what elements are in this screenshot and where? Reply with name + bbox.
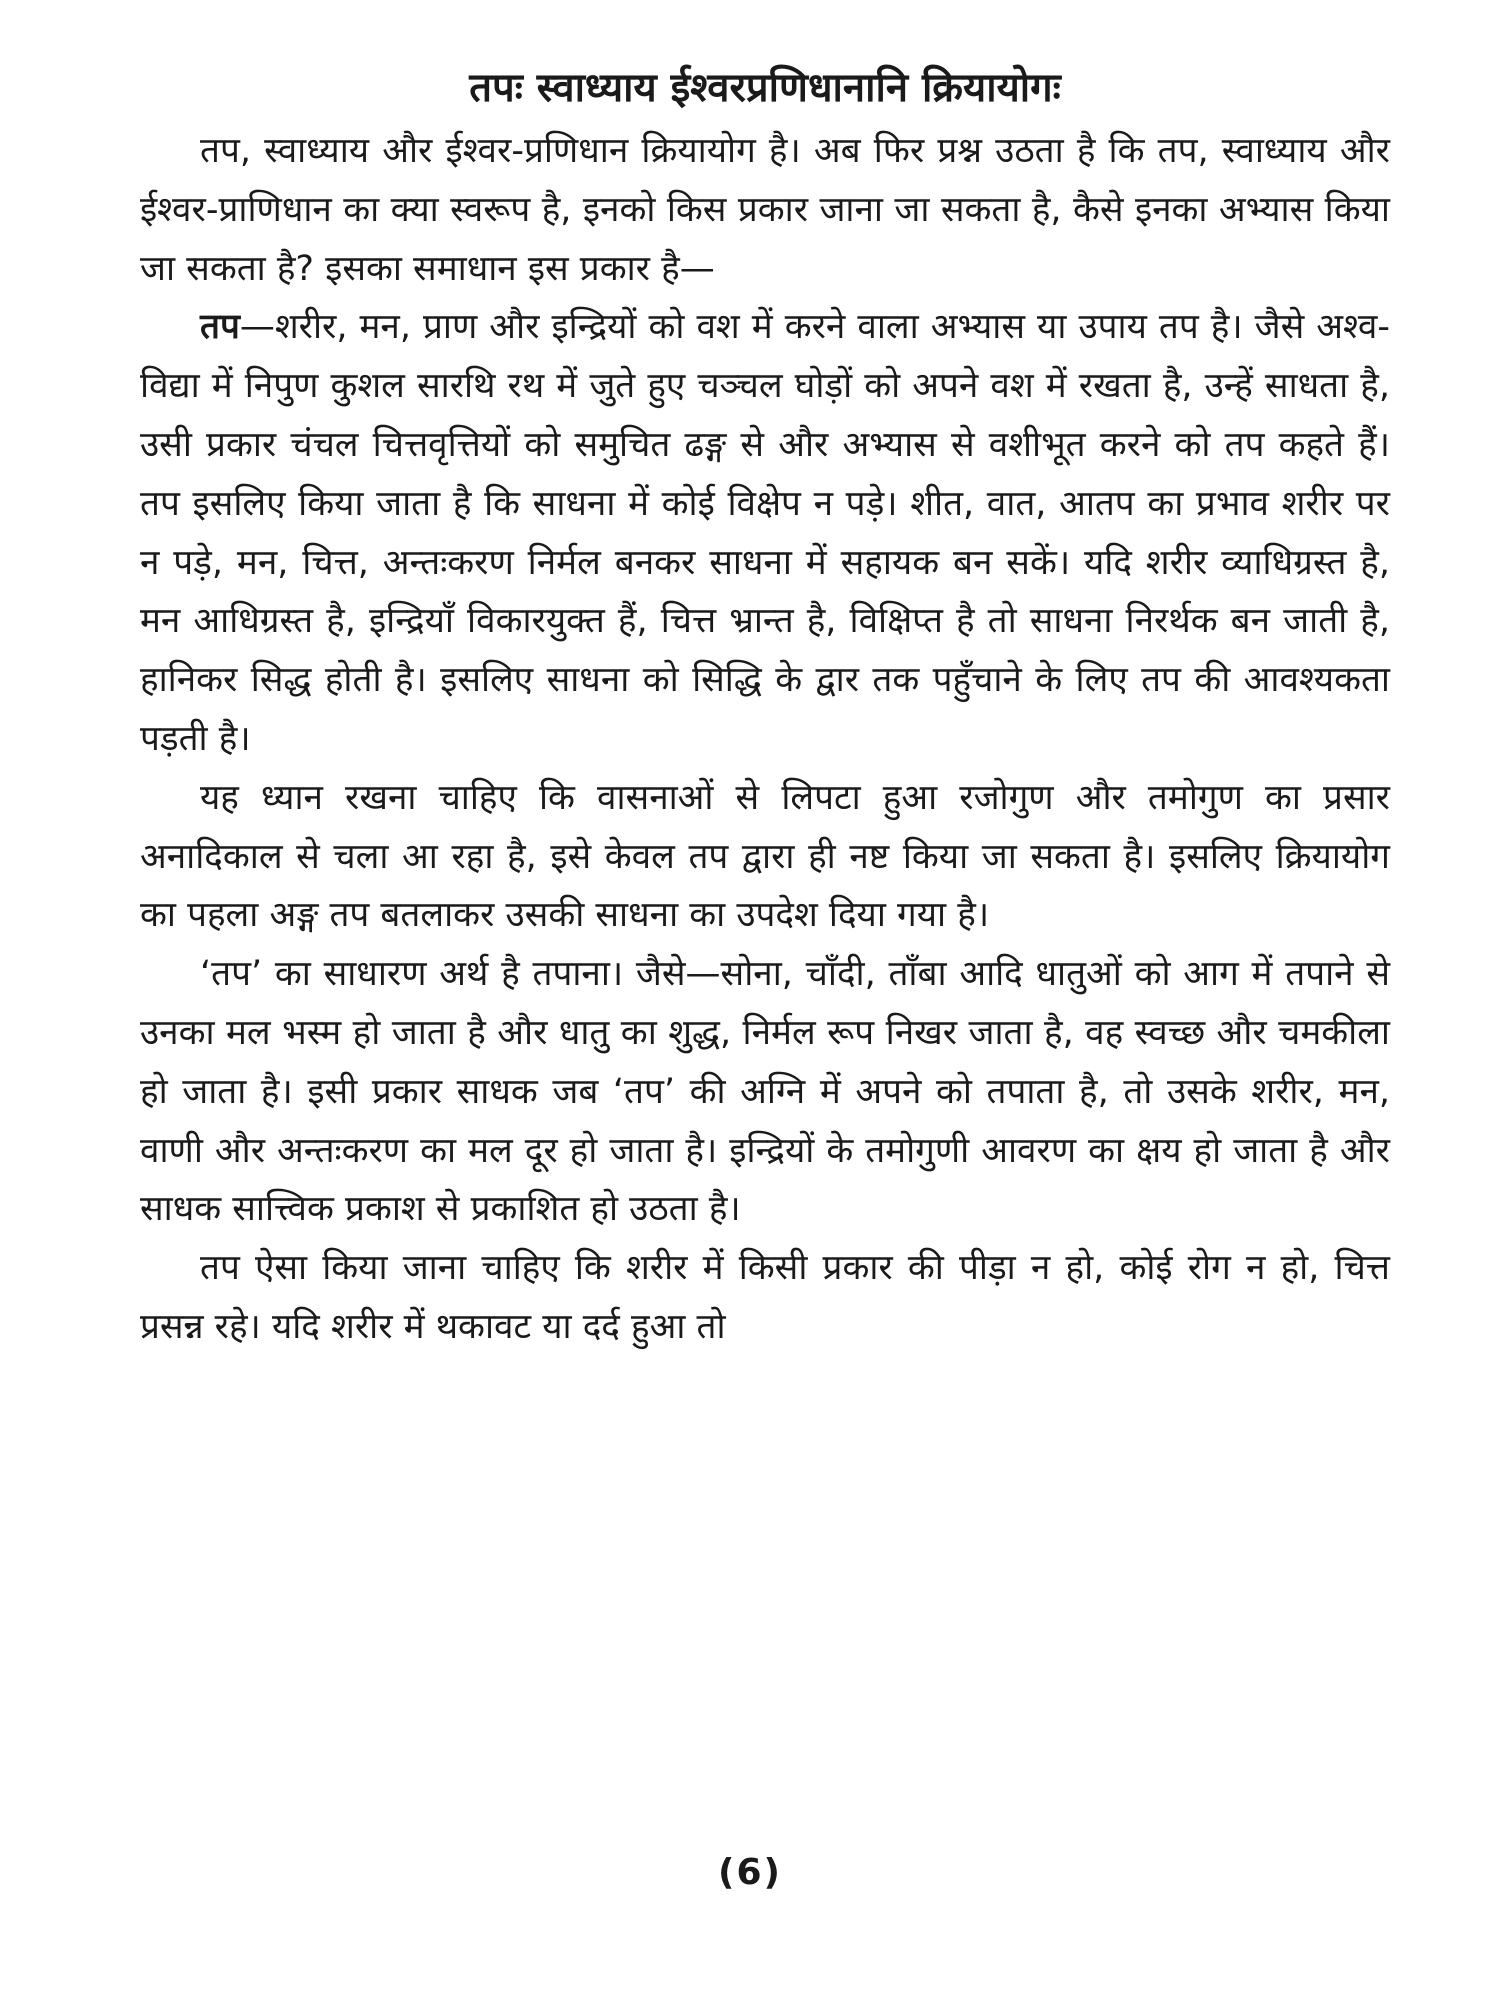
- paragraph-lead-term: तप: [200, 307, 240, 348]
- page-title: तपः स्वाध्याय ईश्वरप्रणिधानानि क्रियायोगः: [469, 65, 1061, 111]
- paragraph-3: [140, 769, 1390, 945]
- paragraph-text: ‘तप’ का साधारण अर्थ है तपाना। जैसे—सोना, चाँदी, ताँबा आदि धातुओं को आग में तपाने से उनका मल भस्म हो जाता है और धातु का शुद्ध, निर्मल रूप निखर जाता है, वह स्वच्छ और चमकीला हो जाता है। इसी प्रकार साधक जब ‘तप’ की अग्नि में अपने को तपाता है, तो उसके शरीर, मन, वाणी और अन्तःकरण का मल दूर हो जाता है। इन्द्रियों के तमोगुणी आवरण का क्षय हो जाता है और साधक सात्त्विक प्रकाश से प्रकाशित हो उठता है।: [140, 954, 1390, 1230]
- paragraph-1: [140, 122, 1390, 298]
- paragraph-text: तप, स्वाध्याय और ईश्वर-प्रणिधान क्रियायोग है। अब फिर प्रश्न उठता है कि तप, स्वाध्याय और ईश्वर-प्राणिधान का क्या स्वरूप है, इनको किस प्रकार जाना जा सकता है, कैसे इनका अभ्यास किया जा सकता है? इसका समाधान इस प्रकार है—: [140, 131, 1390, 289]
- paragraph-2: [140, 298, 1390, 768]
- paragraph-text: तप ऐसा किया जाना चाहिए कि शरीर में किसी प्रकार की पीड़ा न हो, कोई रोग न हो, चित्त प्रसन्न रहे। यदि शरीर में थकावट या दर्द हुआ तो: [140, 1248, 1390, 1347]
- paragraph-4: [140, 945, 1390, 1239]
- page-number: (6): [718, 1852, 782, 1893]
- paragraph-text: —शरीर, मन, प्राण और इन्द्रियों को वश में करने वाला अभ्यास या उपाय तप है। जैसे अश्व-विद्या में निपुण कुशल सारथि रथ में जुते हुए चञ्चल घोड़ों को अपने वश में रखता है, उन्हें साधता है, उसी प्रकार चंचल चित्तवृत्तियों को समुचित ढङ्ग से और अभ्यास से वशीभूत करने को तप कहते हैं। तप इसलिए किया जाता है कि साधना में कोई विक्षेप न पड़े। शीत, वात, आतप का प्रभाव शरीर पर न पड़े, मन, चित्त, अन्तःकरण निर्मल बनकर साधना में सहायक बन सकें। यदि शरीर व्याधिग्रस्त है, मन आधिग्रस्त है, इन्द्रियाँ विकारयुक्त हैं, चित्त भ्रान्त है, विक्षिप्त है तो साधना निरर्थक बन जाती है, हानिकर सिद्ध होती है। इसलिए साधना को सिद्धि के द्वार तक पहुँचाने के लिए तप की आवश्यकता पड़ती है।: [140, 307, 1390, 759]
- paragraph-5: [140, 1239, 1390, 1357]
- paragraph-text: यह ध्यान रखना चाहिए कि वासनाओं से लिपटा हुआ रजोगुण और तमोगुण का प्रसार अनादिकाल से चला आ रहा है, इसे केवल तप द्वारा ही नष्ट किया जा सकता है। इसलिए क्रियायोग का पहला अङ्ग तप बतलाकर उसकी साधना का उपदेश दिया गया है।: [140, 777, 1390, 936]
